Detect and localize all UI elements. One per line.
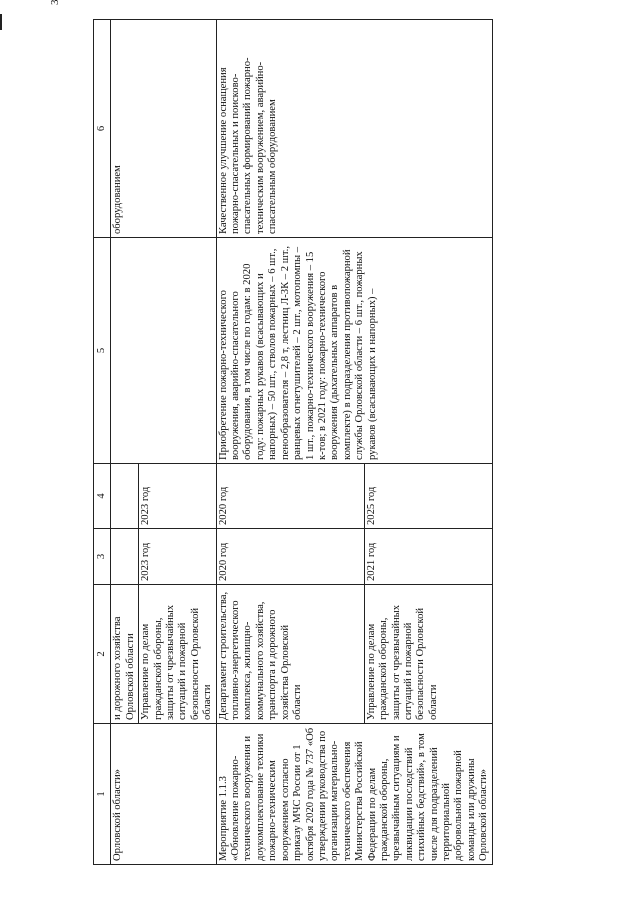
start-year-cell: 2021 год: [364, 529, 492, 585]
end-year-cell: 2025 год: [364, 464, 492, 529]
executor-cell: Департамент строительства, топливно-энергетического комплекса, жилищно-коммунального хозяйства, транспорта и дорожного хозяйства Орловской области: [216, 585, 364, 724]
table-row: [111, 20, 139, 865]
measures-table: [93, 19, 493, 865]
table-row: [216, 20, 364, 865]
header-cell-3: 3: [94, 529, 111, 585]
effect-cell: Качественное улучшение оснащения пожарно-спасательных и поисково-спасательных формирований пожарно-техническим вооружением, аварийно-спасательным оборудованием: [216, 20, 492, 238]
scan-edge-mark: [0, 14, 2, 30]
result-cell: Приобретение пожарно-технического вооружения, аварийно-спасательного оборудования, в том числе по годам: в 2020 году: пожарных рукавов (всасывающих и напорных) – 50 шт., стволов пожарных – 6 шт., пенообразователя – 2,8 т, лестниц Л-3К – 2 шт., ранцевых огнетушителей – 2 шт., мотопомпы – 1 шт., пожарно-технического вооружения – 15 к-тов; в 2021 году: пожарно-технического вооружения (дыхательных аппаратов в комплекте) в подразделения противопожарной службы Орловской области – 6 шт., пожарных рукавов (всасывающих и напорных) –: [216, 238, 492, 464]
result-cell: [111, 238, 216, 464]
start-year-cell: [111, 529, 139, 585]
page-number: 3: [49, 0, 61, 5]
measure-name-cell: Мероприятие 1.1.3 «Обновление пожарно-технического вооружения и доукомплектование техники пожарно-техническим вооружением согласно приказу МЧС России от 1 октября 2020 года № 737 «Об утверждении руководства по организации материально-технического обеспечения Министерства Российской Федерации по делам гражданской обороны, чрезвычайным ситуациям и ликвидации последствий стихийных бедствий», в том числе для подразделений территориальной добровольной пожарной команды или дружины Орловской области»: [216, 724, 492, 865]
start-year-cell: 2020 год: [216, 529, 364, 585]
header-cell-5: 5: [94, 238, 111, 464]
header-cell-4: 4: [94, 464, 111, 529]
header-cell-6: 6: [94, 20, 111, 238]
start-year-cell: 2023 год: [139, 529, 216, 585]
end-year-cell: [111, 464, 139, 529]
effect-cell: оборудованием: [111, 20, 216, 238]
executor-cell: Управление по делам гражданской обороны, защиты от чрезвычайных ситуаций и пожарной безопасности Орловской области: [364, 585, 492, 724]
executor-cell: Управление по делам гражданской обороны, защиты от чрезвычайных ситуаций и пожарной безопасности Орловской области: [139, 585, 216, 724]
header-cell-2: 2: [94, 585, 111, 724]
end-year-cell: 2020 год: [216, 464, 364, 529]
header-cell-1: 1: [94, 724, 111, 865]
measure-name-cell: Орловской области»: [111, 724, 216, 865]
header-row: [94, 20, 111, 865]
rotated-table-area: [49, 0, 625, 865]
executor-cell: и дорожного хозяйства Орловской области: [111, 585, 139, 724]
end-year-cell: 2023 год: [139, 464, 216, 529]
